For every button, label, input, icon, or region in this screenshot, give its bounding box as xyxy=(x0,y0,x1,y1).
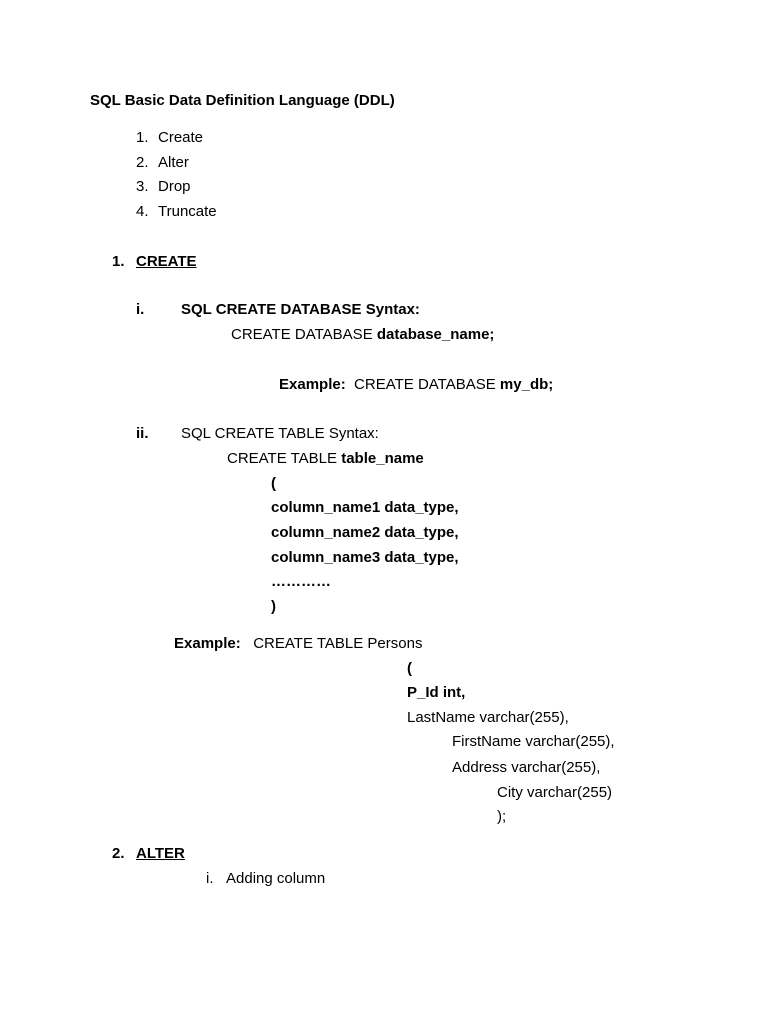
toc-item-label: Alter xyxy=(158,154,189,171)
syntax-keyword: CREATE DATABASE xyxy=(231,326,373,343)
toc-item-num: 4. xyxy=(136,203,149,220)
subsection-number: i. xyxy=(136,301,145,318)
syntax-column-line: column_name2 data_type, xyxy=(271,524,459,541)
syntax-identifier: table_name xyxy=(337,450,424,467)
section-heading: ALTER xyxy=(136,845,185,862)
example-column-line: Address varchar(255), xyxy=(452,759,601,776)
toc-item-label: Truncate xyxy=(158,203,217,220)
example-identifier: my_db; xyxy=(495,376,554,393)
toc-item-num: 2. xyxy=(136,154,149,171)
syntax-close-paren: ) xyxy=(271,598,276,615)
syntax-line xyxy=(227,450,424,468)
toc-item-label: Drop xyxy=(158,178,191,195)
example-close-paren: ); xyxy=(497,808,507,825)
example-line xyxy=(279,376,553,394)
toc-item-label: Create xyxy=(158,129,204,146)
example-label: Example: xyxy=(174,635,241,652)
syntax-identifier: database_name; xyxy=(372,326,495,343)
toc-item-num: 1. xyxy=(136,129,149,146)
example-keyword: CREATE DATABASE xyxy=(354,376,496,393)
example-open-paren: ( xyxy=(407,660,412,677)
example-statement: CREATE TABLE Persons xyxy=(253,635,423,652)
section-heading: CREATE xyxy=(136,253,197,270)
section-number: 2. xyxy=(112,845,125,862)
example-line xyxy=(174,635,422,653)
example-column-line: City varchar(255) xyxy=(497,784,613,801)
subsection-heading: SQL CREATE DATABASE Syntax: xyxy=(181,301,420,318)
toc-item-num: 3. xyxy=(136,178,149,195)
syntax-keyword: CREATE TABLE xyxy=(227,450,338,467)
example-column-line: FirstName varchar(255), xyxy=(452,733,615,750)
example-label: Example: xyxy=(279,376,346,393)
subsection-number: i. xyxy=(206,870,214,887)
example-column-line: P_Id int, xyxy=(407,684,466,701)
page-title: SQL Basic Data Definition Language (DDL) xyxy=(90,92,395,109)
subsection-label: Adding column xyxy=(226,870,326,887)
syntax-line xyxy=(231,326,494,344)
subsection-number: ii. xyxy=(136,425,149,442)
section-number: 1. xyxy=(112,253,125,270)
syntax-column-line: column_name3 data_type, xyxy=(271,549,459,566)
subsection-heading: SQL CREATE TABLE Syntax: xyxy=(181,425,379,442)
syntax-open-paren: ( xyxy=(271,475,276,492)
syntax-column-line: column_name1 data_type, xyxy=(271,499,459,516)
example-column-line: LastName varchar(255), xyxy=(407,709,569,726)
syntax-ellipsis: ………… xyxy=(271,573,331,590)
